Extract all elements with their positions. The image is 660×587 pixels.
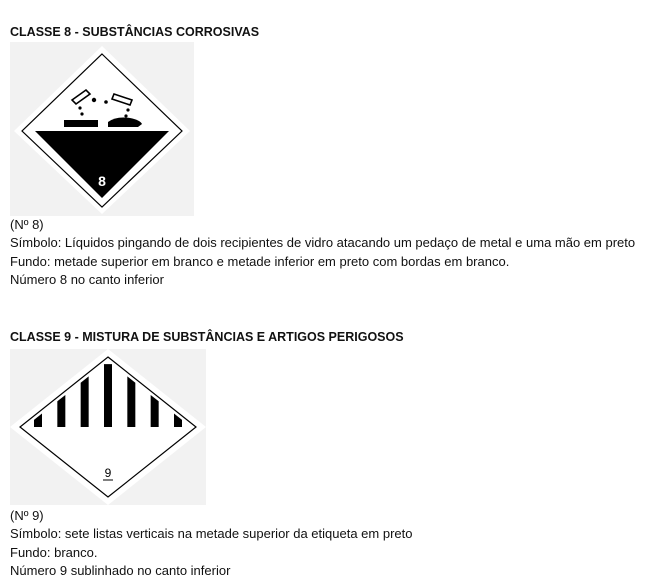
class-8-heading: CLASSE 8 - SUBSTÂNCIAS CORROSIVAS [10,25,260,39]
class-9-background-text: Fundo: branco. [10,544,98,560]
class-8-placard [10,42,194,216]
placard-8-number: 8 [98,173,106,189]
placard-9-stripe [104,364,112,427]
corrosive-placard-icon [10,42,194,216]
class-9-number-text: Número 9 sublinhado no canto inferior [10,562,231,578]
class-9-placard [10,349,206,505]
class-8-symbol-text: Símbolo: Líquidos pingando de dois recipientes de vidro atacando um pedaço de metal e uma mão em preto [10,235,636,251]
class-9-symbol-text: Símbolo: sete listas verticais na metade superior da etiqueta em preto [10,526,413,542]
placard-9-stripe [81,376,89,427]
class-9-heading: CLASSE 9 - MISTURA DE SUBSTÂNCIAS E ARTIGOS PERIGOSOS [10,330,404,344]
class-8-background-text: Fundo: metade superior em branco e metade inferior em preto com bordas em branco. [10,253,510,269]
placard-9-stripe [127,376,135,427]
placard-9-number: 9 [104,466,112,480]
class-9-number-label: (Nº 9) [10,508,44,523]
class-8-description [10,216,655,289]
class-8-number-label: (Nº 8) [10,217,44,232]
class-9-description [10,507,655,580]
class-8-number-text: Número 8 no canto inferior [10,271,164,287]
miscellaneous-dangerous-goods-placard-icon [10,349,206,505]
